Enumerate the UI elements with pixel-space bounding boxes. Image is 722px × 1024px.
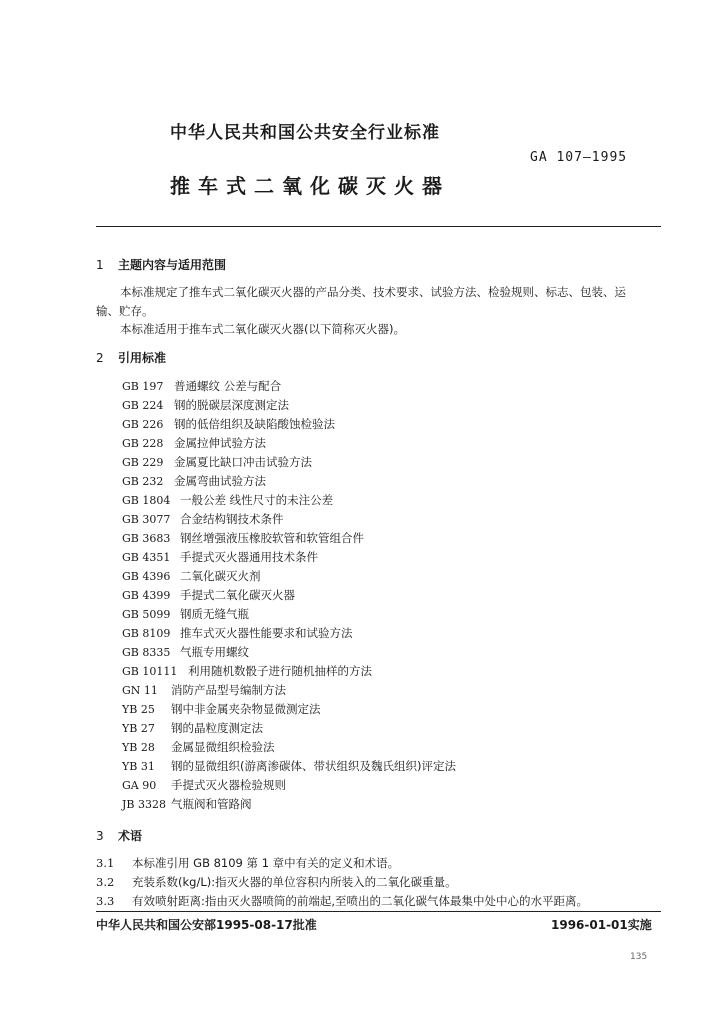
- reference-title: 金属弯曲试验方法: [174, 474, 266, 488]
- reference-code: GB 232: [122, 475, 164, 488]
- reference-item: [122, 568, 261, 584]
- reference-code: GB 197: [122, 380, 164, 393]
- reference-item: [122, 454, 312, 470]
- reference-code: GB 3683: [122, 532, 171, 545]
- reference-code: GB 226: [122, 418, 164, 431]
- reference-code: GB 5099: [122, 608, 171, 621]
- reference-title: 金属拉伸试验方法: [174, 436, 266, 450]
- term-text: 有效喷射距离:指由灭火器喷筒的前端起,至喷出的二氧化碳气体最集中处中心的水平距离。: [132, 894, 589, 908]
- reference-item: [122, 378, 281, 394]
- reference-title: 普通螺纹 公差与配合: [174, 379, 282, 393]
- reference-title: 二氧化碳灭火剂: [180, 569, 261, 583]
- reference-code: YB 27: [122, 722, 155, 735]
- reference-title: 手提式二氧化碳灭火器: [180, 588, 295, 602]
- reference-item: [122, 435, 266, 451]
- reference-item: [122, 397, 289, 413]
- section-2-heading: [96, 349, 166, 366]
- paragraph-line: 本标准规定了推车式二氧化碳灭火器的产品分类、技术要求、试验方法、检验规则、标志、包装、运: [120, 285, 626, 299]
- approval-line: 中华人民共和国公安部1995-08-17批准: [96, 918, 317, 932]
- reference-code: GB 229: [122, 456, 164, 469]
- reference-item: [122, 682, 286, 698]
- term-text: 本标准引用 GB 8109 第 1 章中有关的定义和术语。: [132, 856, 400, 870]
- section-3-heading: [96, 827, 142, 844]
- reference-item: [122, 644, 249, 660]
- reference-title: 钢的晶粒度测定法: [171, 721, 263, 735]
- header-divider: [96, 226, 661, 227]
- page-number: 135: [630, 952, 648, 962]
- reference-title: 金属夏比缺口冲击试验方法: [174, 455, 312, 469]
- term-number: 3.3: [96, 894, 115, 908]
- reference-title: 气瓶阀和管路阀: [171, 797, 252, 811]
- reference-item: [122, 758, 456, 774]
- reference-title: 钢的显微组织(游离渗碳体、带状组织及魏氏组织)评定法: [171, 759, 456, 773]
- reference-item: [122, 473, 266, 489]
- document-title: 推车式二氧化碳灭火器: [170, 174, 450, 198]
- reference-code: GB 4351: [122, 551, 171, 564]
- reference-title: 合金结构钢技术条件: [180, 512, 284, 526]
- reference-code: GB 4396: [122, 570, 171, 583]
- reference-code: YB 25: [122, 703, 155, 716]
- issuer-title: 中华人民共和国公共安全行业标准: [170, 123, 440, 143]
- reference-title: 气瓶专用螺纹: [180, 645, 249, 659]
- reference-title: 钢中非金属夹杂物显微测定法: [171, 702, 321, 716]
- reference-code: GB 3077: [122, 513, 171, 526]
- reference-title: 利用随机数骰子进行随机抽样的方法: [188, 664, 372, 678]
- term-text: 充装系数(kg/L):指灭火器的单位容积内所装入的二氧化碳重量。: [132, 875, 457, 889]
- section-number: 1: [96, 258, 104, 272]
- paragraph-line: 输、贮存。: [96, 304, 154, 318]
- reference-title: 钢质无缝气瓶: [180, 607, 249, 621]
- paragraph-line: 本标准适用于推车式二氧化碳灭火器(以下简称灭火器)。: [120, 322, 405, 336]
- reference-item: [122, 416, 335, 432]
- reference-title: 手提式灭火器检验规则: [171, 778, 286, 792]
- reference-code: GB 4399: [122, 589, 171, 602]
- reference-item: [122, 796, 252, 812]
- term-item: [96, 874, 457, 890]
- reference-code: YB 28: [122, 741, 155, 754]
- section-title: 引用标准: [118, 351, 167, 365]
- reference-code: GA 90: [122, 779, 157, 792]
- reference-code: YB 31: [122, 760, 155, 773]
- reference-item: [122, 549, 318, 565]
- reference-item: [122, 663, 372, 679]
- term-number: 3.2: [96, 875, 115, 889]
- reference-code: GN 11: [122, 684, 158, 697]
- term-item: [96, 855, 399, 871]
- effective-date: 1996-01-01实施: [551, 918, 652, 932]
- reference-item: [122, 777, 286, 793]
- reference-title: 手提式灭火器通用技术条件: [180, 550, 318, 564]
- reference-title: 一般公差 线性尺寸的未注公差: [180, 493, 334, 507]
- reference-code: GB 8109: [122, 627, 171, 640]
- section-title: 主题内容与适用范围: [118, 258, 227, 272]
- term-item: [96, 893, 588, 909]
- reference-item: [122, 701, 321, 717]
- reference-title: 钢的脱碳层深度测定法: [174, 398, 289, 412]
- reference-item: [122, 511, 284, 527]
- reference-title: 钢的低倍组织及缺陷酸蚀检验法: [174, 417, 335, 431]
- section-1-heading: [96, 256, 226, 273]
- reference-title: 消防产品型号编制方法: [171, 683, 286, 697]
- reference-code: GB 228: [122, 437, 164, 450]
- reference-code: JB 3328: [122, 798, 166, 811]
- reference-item: [122, 720, 263, 736]
- reference-code: GB 8335: [122, 646, 171, 659]
- reference-item: [122, 587, 295, 603]
- reference-code: GB 224: [122, 399, 164, 412]
- section-number: 3: [96, 829, 104, 843]
- reference-item: [122, 530, 364, 546]
- reference-item: [122, 606, 249, 622]
- reference-code: GB 10111: [122, 665, 178, 678]
- reference-item: [122, 492, 333, 508]
- term-number: 3.1: [96, 856, 115, 870]
- footer-divider: [96, 911, 661, 912]
- reference-item: [122, 739, 275, 755]
- section-title: 术语: [118, 829, 143, 843]
- section-number: 2: [96, 351, 104, 365]
- reference-title: 钢丝增强液压橡胶软管和软管组合件: [180, 531, 364, 545]
- reference-title: 金属显微组织检验法: [171, 740, 275, 754]
- reference-title: 推车式灭火器性能要求和试验方法: [180, 626, 353, 640]
- reference-code: GB 1804: [122, 494, 171, 507]
- standard-number: GA 107—1995: [530, 150, 628, 165]
- reference-item: [122, 625, 353, 641]
